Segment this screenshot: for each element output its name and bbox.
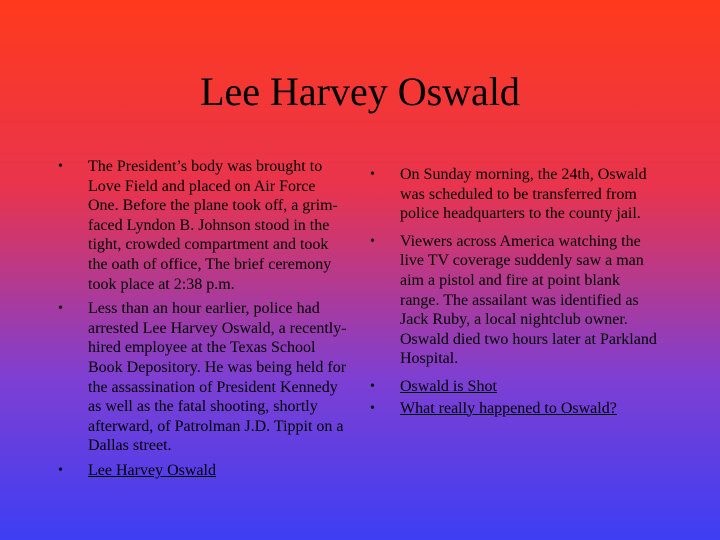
list-item	[370, 232, 660, 369]
bullet-icon: •	[58, 301, 63, 317]
left-bullet-list	[58, 157, 348, 481]
bullet-text: Less than an hour earlier, police had arrested Lee Harvey Oswald, a recently-hired employee at the Texas School Book Depository. He was being held for the assassination of President Kennedy as well as the fatal shooting, shortly afterward, of Patrolman J.D. Tippit on a Dallas street.	[88, 300, 347, 455]
list-item	[58, 157, 348, 294]
bullet-icon: •	[58, 159, 63, 174]
bullet-icon: •	[58, 462, 63, 478]
link-what-really-happened[interactable]: What really happened to Oswald?	[400, 399, 617, 417]
bullet-icon: •	[370, 400, 375, 416]
bullet-text: The President’s body was brought to Love Field and placed on Air Force One. Before the plane took off, a grim-faced Lyndon B. Johnson stood in the tight, crowded compartment and took the oath of office, The brief ceremony took place at 2:38 p.m.	[88, 158, 338, 293]
right-bullet-list	[370, 165, 660, 418]
bullet-text: On Sunday morning, the 24th, Oswald was scheduled to be transferred from police headquarters to the county jail.	[400, 166, 647, 223]
link-lee-harvey-oswald[interactable]: Lee Harvey Oswald	[88, 461, 216, 479]
bullet-icon: •	[370, 167, 375, 182]
list-item	[370, 165, 660, 224]
bullet-icon: •	[370, 378, 375, 394]
list-item	[58, 461, 348, 481]
list-item	[370, 399, 660, 419]
list-item	[370, 377, 660, 397]
link-oswald-is-shot[interactable]: Oswald is Shot	[400, 377, 497, 395]
list-item	[58, 299, 348, 456]
bullet-text: Viewers across America watching the live TV coverage suddenly saw a man aim a pistol and fire at point blank range. The assailant was identified as Jack Ruby, a local nightclub owner. Oswald died two hours later at Parkland Hospital.	[400, 232, 657, 368]
slide-title: Lee Harvey Oswald	[200, 69, 520, 114]
bullet-icon: •	[370, 233, 375, 249]
